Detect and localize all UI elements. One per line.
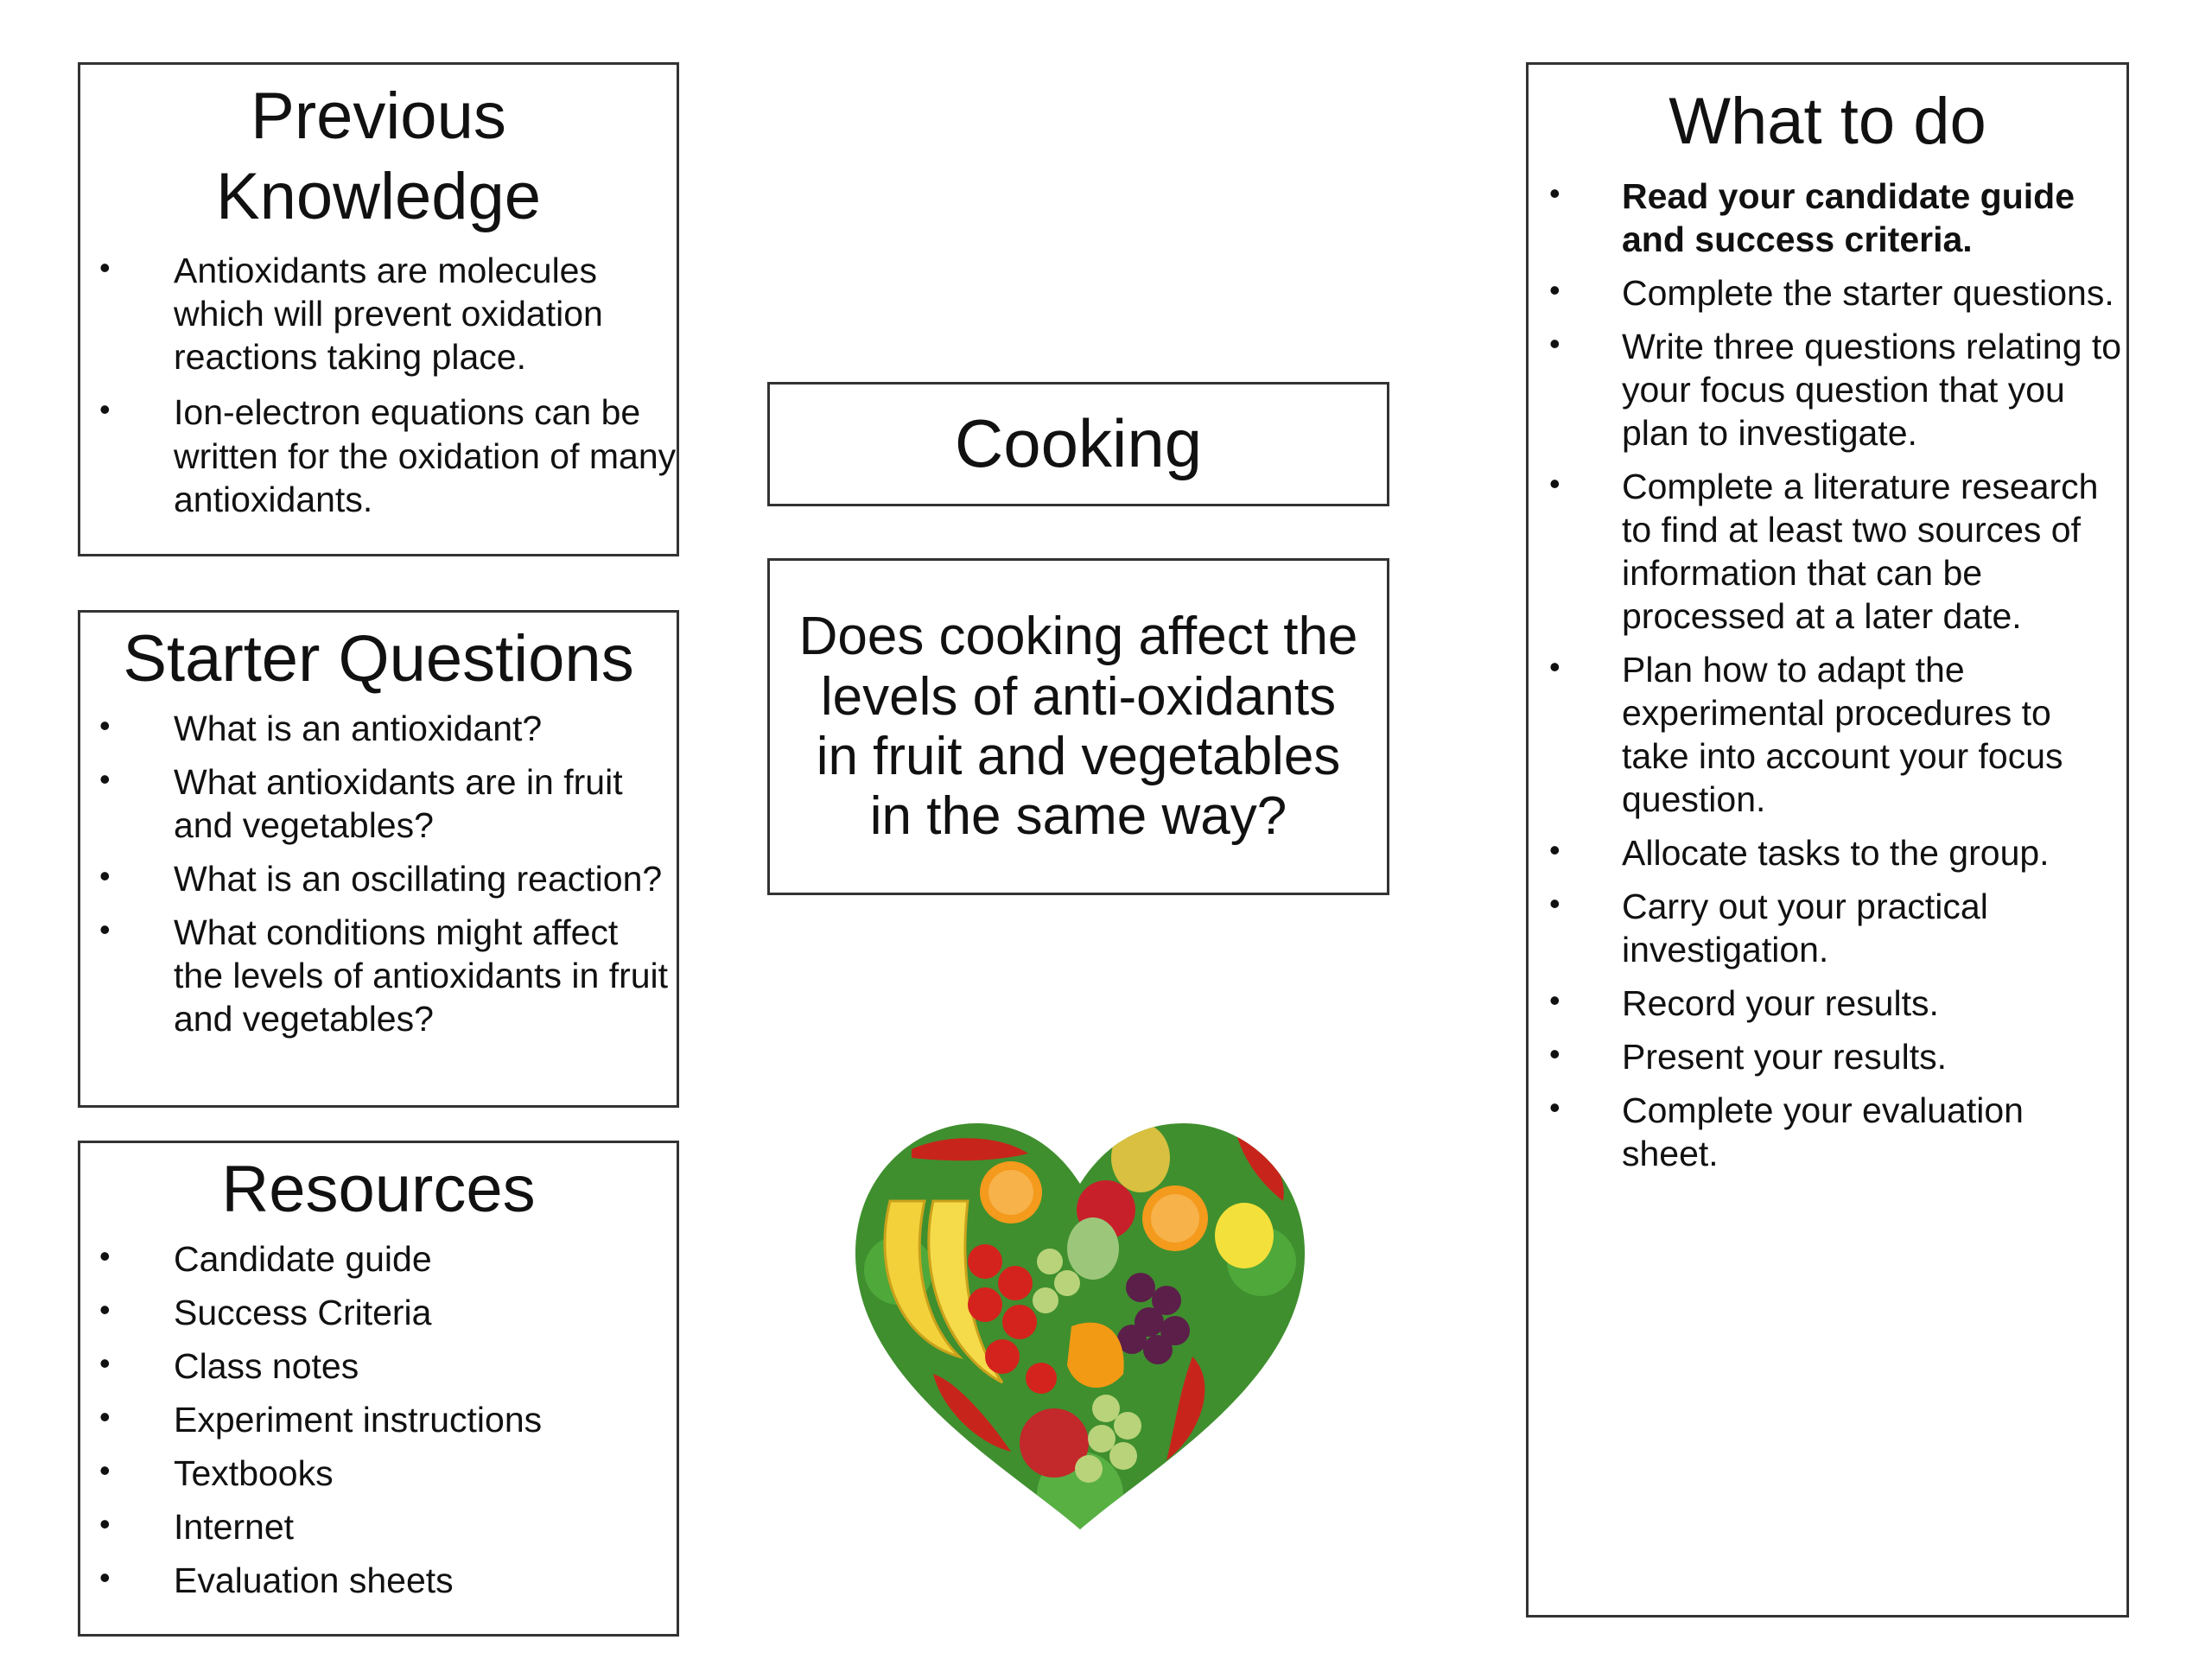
list-item (1529, 1035, 2126, 1078)
list-item (1529, 465, 2126, 638)
topic-panel (767, 382, 1389, 506)
bullet-icon: • (1549, 175, 1560, 211)
list-item (80, 1559, 677, 1602)
list-item-text: Ion-electron equations can be written for the oxidation of many antioxidants. (174, 392, 677, 519)
list-item-text: Experiment instructions (174, 1399, 543, 1440)
list-item (1529, 831, 2126, 874)
list-item (80, 1237, 677, 1281)
starter-questions-panel (78, 610, 679, 1108)
list-item (80, 857, 677, 900)
what-to-do-list (1529, 175, 2126, 1175)
list-item (80, 911, 677, 1040)
bullet-icon: • (99, 1452, 111, 1488)
bullet-icon: • (99, 250, 111, 286)
list-item (80, 1398, 677, 1441)
list-item (1529, 175, 2126, 261)
list-item (1529, 271, 2126, 315)
what-to-do-panel (1526, 62, 2129, 1618)
heart-image (830, 1097, 1331, 1547)
list-item (1529, 982, 2126, 1025)
starter-questions-list (80, 707, 677, 1040)
bullet-icon: • (99, 1505, 111, 1541)
bullet-icon: • (99, 1344, 111, 1381)
resources-title: Resources (221, 1153, 536, 1226)
bullet-icon: • (1549, 885, 1560, 921)
list-item (80, 707, 677, 750)
list-item-text: What is an oscillating reaction? (174, 858, 663, 899)
bullet-icon: • (1549, 271, 1560, 308)
bullet-icon: • (1549, 982, 1560, 1018)
list-item-text: Internet (174, 1506, 295, 1547)
list-item-text: What conditions might affect the levels of antioxidants in fruit and vegetables? (174, 912, 669, 1039)
resources-panel (78, 1141, 679, 1637)
resources-list (80, 1237, 677, 1602)
list-item (80, 1344, 677, 1388)
previous-knowledge-title: Previous Knowledge (215, 79, 542, 233)
list-item (1529, 648, 2126, 821)
list-item-text: Carry out your practical investigation. (1622, 886, 1988, 969)
starter-questions-title: Starter Questions (123, 622, 634, 696)
list-item-text: Record your results. (1622, 982, 1939, 1023)
list-item-text: Read your candidate guide and success criteria. (1622, 175, 2075, 259)
list-item-text: Plan how to adapt the experimental procedures to take into account your focus question. (1622, 649, 2063, 819)
bullet-icon: • (99, 707, 111, 743)
fruit-vegetable-heart-icon (830, 1097, 1331, 1547)
list-item-text: Evaluation sheets (174, 1560, 454, 1600)
list-item-text: Allocate tasks to the group. (1622, 832, 2050, 873)
bullet-icon: • (99, 1237, 111, 1274)
list-item (80, 1452, 677, 1495)
list-item-text: Candidate guide (174, 1238, 432, 1279)
list-item-text: Write three questions relating to your focus question that you plan to investigate. (1622, 326, 2122, 453)
what-to-do-title: What to do (1669, 85, 1986, 158)
list-item-text: What antioxidants are in fruit and vegetables? (174, 761, 623, 845)
bullet-icon: • (99, 1559, 111, 1595)
bullet-icon: • (1549, 648, 1560, 684)
bullet-icon: • (99, 1398, 111, 1434)
bullet-icon: • (1549, 1036, 1560, 1071)
list-item-text: Complete your evaluation sheet. (1622, 1090, 2024, 1174)
list-item (80, 1291, 677, 1334)
focus-question-panel (767, 558, 1389, 895)
list-item-text: Antioxidants are molecules which will prevent oxidation reactions taking place. (174, 251, 603, 378)
list-item-text: Present your results. (1622, 1037, 1947, 1077)
list-item (80, 760, 677, 847)
list-item-text: Success Criteria (174, 1292, 432, 1332)
list-item (1529, 885, 2126, 971)
bullet-icon: • (99, 1291, 111, 1327)
bullet-icon: • (1549, 831, 1560, 868)
bullet-icon: • (1549, 1090, 1560, 1126)
list-item (80, 1505, 677, 1548)
previous-knowledge-list (80, 249, 677, 520)
bullet-icon: • (99, 857, 111, 893)
list-item-text: Complete the starter questions. (1622, 272, 2114, 313)
bullet-icon: • (1549, 325, 1560, 361)
topic-title: Cooking (954, 405, 1203, 482)
bullet-icon: • (99, 760, 111, 797)
list-item (1529, 325, 2126, 454)
bullet-icon: • (1549, 465, 1560, 501)
bullet-icon: • (99, 391, 111, 428)
list-item (80, 391, 677, 520)
list-item-text: Textbooks (174, 1452, 334, 1493)
list-item (80, 249, 677, 378)
previous-knowledge-panel (78, 62, 679, 556)
list-item (1529, 1089, 2126, 1175)
list-item-text: Class notes (174, 1345, 359, 1386)
list-item-text: Complete a literature research to find at least two sources of information that can be processed at a later date. (1622, 466, 2099, 636)
focus-question-text: Does cooking affect the levels of anti-oxidants in fruit and vegetables in the same way? (798, 607, 1358, 847)
list-item-text: What is an antioxidant? (174, 708, 543, 748)
bullet-icon: • (99, 911, 111, 947)
